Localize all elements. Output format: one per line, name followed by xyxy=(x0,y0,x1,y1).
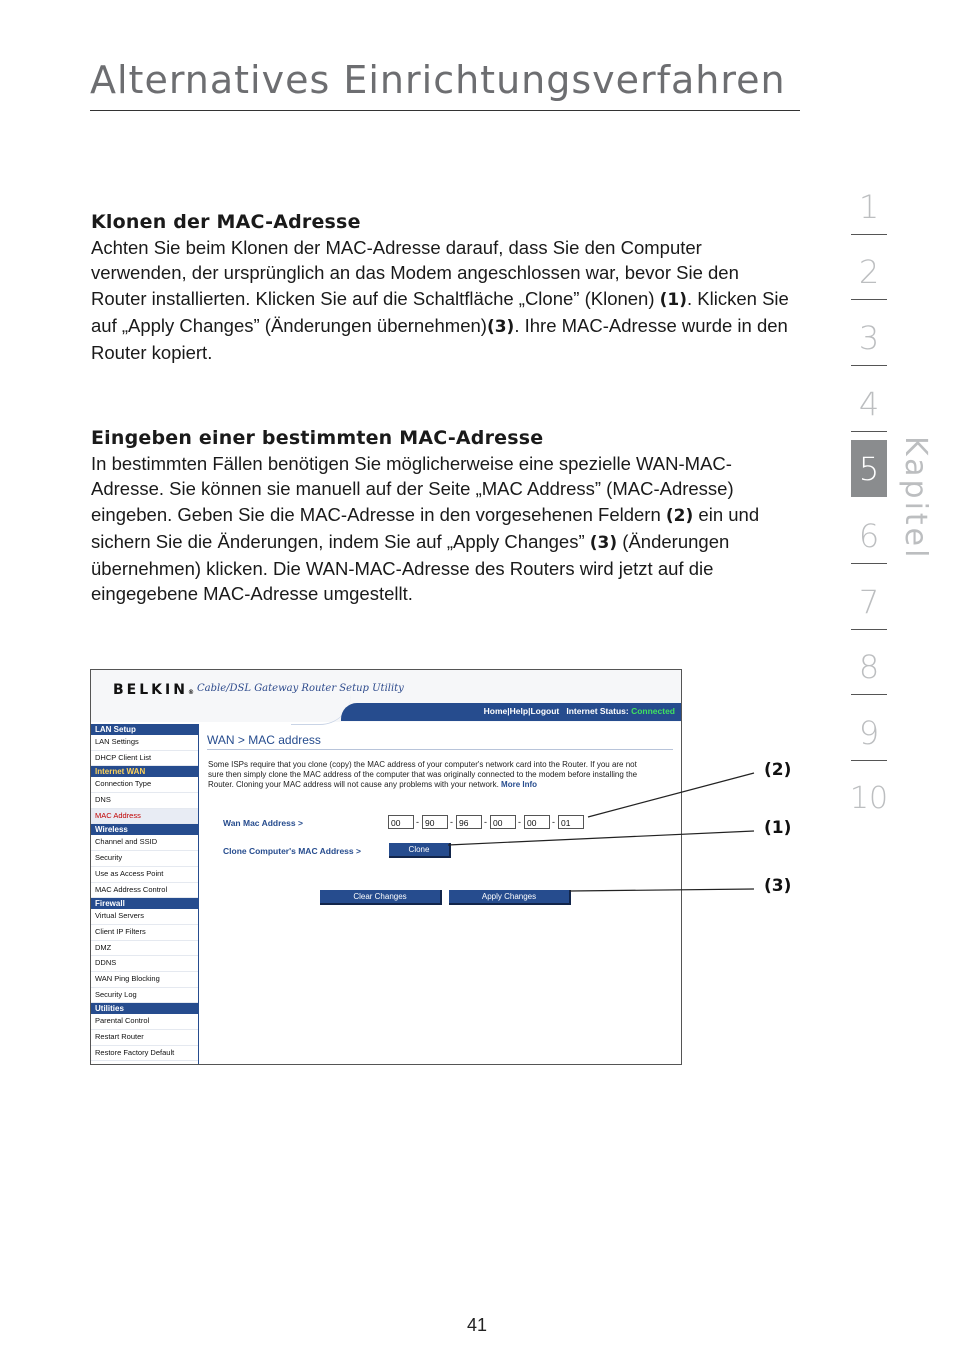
section-heading: Klonen der MAC-Adresse xyxy=(91,211,361,233)
apply-changes-button[interactable]: Apply Changes xyxy=(449,890,571,905)
sidebar-item-mac-address[interactable]: MAC Address xyxy=(91,809,198,825)
sidebar-item-dns[interactable]: DNS xyxy=(91,793,198,809)
sidebar-group-firewall: Firewall xyxy=(91,898,198,909)
mac-separator: - xyxy=(518,817,521,827)
page-title: Alternatives Einrichtungsverfahren xyxy=(90,58,786,102)
mac-octet-1-input[interactable]: 00 xyxy=(388,815,414,829)
sidebar-item-mac-control[interactable]: MAC Address Control xyxy=(91,883,198,899)
chapter-tab-4[interactable]: 4 xyxy=(858,385,880,423)
more-info-link[interactable]: More Info xyxy=(501,780,538,790)
reference-marker: (3) xyxy=(486,316,515,337)
chapter-tab-10[interactable]: 10 xyxy=(849,781,889,816)
mac-octet-2-input[interactable]: 90 xyxy=(422,815,448,829)
chapter-label-text: Kapitel xyxy=(898,436,933,561)
page-number: 41 xyxy=(466,1315,488,1335)
mac-octet-3-input[interactable]: 96 xyxy=(456,815,482,829)
chapter-tab-5[interactable]: 5 xyxy=(858,450,880,488)
sidebar-item-ddns[interactable]: DDNS xyxy=(91,956,198,972)
internet-status-label: Internet Status: xyxy=(566,706,629,716)
nav-links[interactable]: Home|Help|Logout xyxy=(483,706,560,716)
body-text: Achten Sie beim Klonen der MAC-Adresse darauf, dass Sie den Computer verwenden, der ursprünglich an das Modem angeschlossen war, bevor Sie den Router installierten. Klicken Sie auf die Schaltfläche „Clone” (Klonen) xyxy=(91,237,739,309)
sidebar-item-restore-defaults[interactable]: Restore Factory Default xyxy=(91,1046,198,1062)
sidebar-group-wan: Internet WAN xyxy=(91,766,198,777)
sidebar-group-utilities: Utilities xyxy=(91,1003,198,1014)
mac-octet-6-input[interactable]: 01 xyxy=(558,815,584,829)
clone-button[interactable]: Clone xyxy=(389,843,451,858)
body-text: ein und sichern Sie die Änderungen, indem Sie auf „Apply Changes” xyxy=(91,503,760,552)
callout-1: (1) xyxy=(764,818,792,838)
sidebar-group-wireless: Wireless xyxy=(91,824,198,835)
internet-status-value: Connected xyxy=(631,706,675,716)
mac-octet-4-input[interactable]: 00 xyxy=(490,815,516,829)
chapter-tab-6[interactable]: 6 xyxy=(858,517,880,555)
wan-mac-label: Wan Mac Address > xyxy=(223,818,303,828)
leader-line-2 xyxy=(588,773,754,817)
reference-marker: (3) xyxy=(589,532,618,553)
sidebar-item-restart-router[interactable]: Restart Router xyxy=(91,1030,198,1046)
utility-subtitle: Cable/DSL Gateway Router Setup Utility xyxy=(197,683,404,694)
sidebar-item-security-log[interactable]: Security Log xyxy=(91,988,198,1004)
mac-separator: - xyxy=(484,817,487,827)
leader-line-1 xyxy=(448,831,754,845)
brand-name: BELKIN xyxy=(113,682,188,698)
clear-changes-button[interactable]: Clear Changes xyxy=(320,890,442,905)
leader-line-3 xyxy=(570,889,754,891)
sidebar-item-lan-settings[interactable]: LAN Settings xyxy=(91,735,198,751)
sidebar-item-virtual-servers[interactable]: Virtual Servers xyxy=(91,909,198,925)
sidebar-item-connection-type[interactable]: Connection Type xyxy=(91,777,198,793)
sidebar-item-parental-control[interactable]: Parental Control xyxy=(91,1014,198,1030)
mac-separator: - xyxy=(450,817,453,827)
body-text: . Ihre MAC-Adresse wurde in den Router kopiert. xyxy=(91,314,788,364)
sidebar-item-dhcp[interactable]: DHCP Client List xyxy=(91,751,198,767)
mac-separator: - xyxy=(552,817,555,827)
chapter-tab-7[interactable]: 7 xyxy=(858,583,880,621)
body-text: (Änderungen übernehmen) klicken. Die WAN-MAC-Adresse des Routers wird jetzt auf die eingegebene MAC-Adresse umgestellt. xyxy=(91,530,730,605)
callout-2: (2) xyxy=(764,760,792,780)
body-text: . Klicken Sie auf „Apply Changes” (Änderungen übernehmen) xyxy=(91,287,789,336)
sidebar-item-client-ip-filters[interactable]: Client IP Filters xyxy=(91,925,198,941)
registered-mark: ® xyxy=(187,689,194,696)
sidebar-group-lan: LAN Setup xyxy=(91,724,198,735)
description-text: Some ISPs require that you clone (copy) the MAC address of your computer's network card into the Router. If you are not sure then simply clone the MAC address of the computer that was originally connected to the modem before installing the Router. Cloning your MAC address will not cause any problems with your network. xyxy=(208,760,638,790)
sidebar-item-access-point[interactable]: Use as Access Point xyxy=(91,867,198,883)
chapter-tab-8[interactable]: 8 xyxy=(858,648,880,686)
mac-octet-5-input[interactable]: 00 xyxy=(524,815,550,829)
reference-marker: (2) xyxy=(665,505,694,526)
chapter-tab-9[interactable]: 9 xyxy=(858,714,880,752)
callout-3: (3) xyxy=(764,876,792,896)
sidebar-item-security[interactable]: Security xyxy=(91,851,198,867)
chapter-tab-3[interactable]: 3 xyxy=(858,319,880,357)
clone-mac-label: Clone Computer's MAC Address > xyxy=(223,846,361,856)
sidebar-item-wan-ping[interactable]: WAN Ping Blocking xyxy=(91,972,198,988)
sidebar-item-channel-ssid[interactable]: Channel and SSID xyxy=(91,835,198,851)
sidebar-item-dmz[interactable]: DMZ xyxy=(91,941,198,957)
body-text: In bestimmten Fällen benötigen Sie möglicherweise eine spezielle WAN-MAC-Adresse. Sie können sie manuell auf der Seite „MAC Address” (MAC-Adresse) eingeben. Geben Sie die MAC-Adresse in den vorgesehenen Feldern xyxy=(91,453,734,525)
chapter-tab-1[interactable]: 1 xyxy=(858,188,880,226)
reference-marker: (1) xyxy=(659,289,688,310)
section-heading: Eingeben einer bestimmten MAC-Adresse xyxy=(91,427,544,449)
router-page-title: WAN > MAC address xyxy=(207,733,321,747)
mac-separator: - xyxy=(416,817,419,827)
chapter-tab-2[interactable]: 2 xyxy=(858,253,880,291)
